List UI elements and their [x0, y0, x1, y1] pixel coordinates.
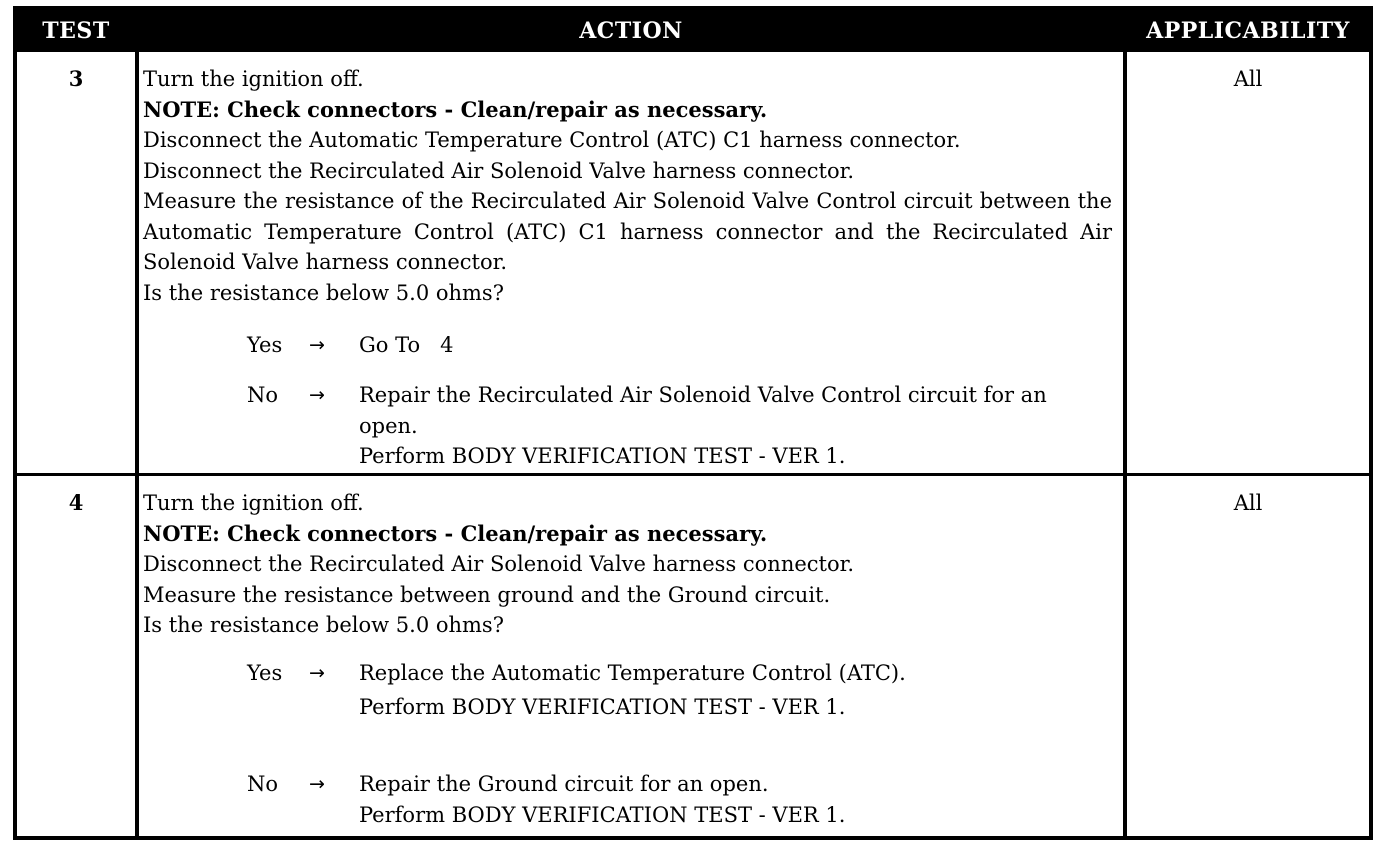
question-text: Is the resistance below 5.0 ohms? [143, 280, 504, 305]
arrow-right-icon: → [309, 334, 325, 356]
arrow-right-icon: → [309, 662, 325, 684]
no-result [359, 769, 1111, 830]
header-action: ACTION [579, 18, 683, 44]
applicability-cell: All [1233, 491, 1263, 515]
arrow-right-icon: → [309, 384, 325, 406]
step-text: Disconnect the Automatic Temperature Control (ATC) C1 harness connector. [143, 128, 961, 152]
question-text: Is the resistance below 5.0 ohms? [143, 613, 504, 637]
table-row-test-4 [17, 476, 1369, 836]
step-text: Disconnect the Recirculated Air Solenoid Valve harness connector. [143, 552, 855, 576]
step-text: Measure the resistance between ground and the Ground circuit. [143, 582, 831, 607]
diagnostic-table [13, 6, 1373, 840]
result-line: Repair the Ground circuit for an open. [359, 772, 769, 796]
yes-result [359, 330, 1111, 361]
result-line: Repair the Recirculated Air Solenoid Valve Control circuit for an open. [359, 383, 1047, 438]
arrow-right-icon: → [309, 773, 325, 795]
note-text: NOTE: Check connectors - Clean/repair as necessary. [143, 96, 768, 122]
no-label: No [247, 383, 279, 407]
yes-label: Yes [247, 333, 283, 357]
no-result [359, 380, 1111, 472]
test-number: 3 [68, 66, 84, 91]
step-text: Measure the resistance of the Recirculated Air Solenoid Valve Control circuit between the Automatic Temperature Control (ATC) C1 harness connector and the Recirculated Air Solenoid Valve harness connector. [143, 189, 1112, 274]
no-label: No [247, 772, 279, 796]
table-header [17, 10, 1369, 52]
result-line: Perform BODY VERIFICATION TEST - VER 1. [359, 694, 846, 719]
note-text: NOTE: Check connectors - Clean/repair as necessary. [143, 520, 768, 546]
yes-result [359, 658, 1111, 722]
action-cell [143, 64, 1112, 308]
yes-label: Yes [247, 661, 283, 685]
test-number: 4 [68, 490, 84, 515]
action-cell [143, 488, 1112, 641]
result-line: Perform BODY VERIFICATION TEST - VER 1. [359, 802, 846, 827]
result-line: Replace the Automatic Temperature Control (ATC). [359, 661, 906, 685]
header-applicability: APPLICABILITY [1146, 18, 1350, 44]
result-line: Perform BODY VERIFICATION TEST - VER 1. [359, 444, 846, 468]
step-text: Turn the ignition off. [143, 67, 364, 91]
header-test: TEST [42, 18, 110, 44]
applicability-cell: All [1233, 67, 1263, 91]
table-row-test-3 [17, 52, 1369, 473]
result-line: Go To 4 [359, 333, 454, 357]
step-text: Turn the ignition off. [143, 491, 364, 515]
step-text: Disconnect the Recirculated Air Solenoid Valve harness connector. [143, 158, 855, 183]
